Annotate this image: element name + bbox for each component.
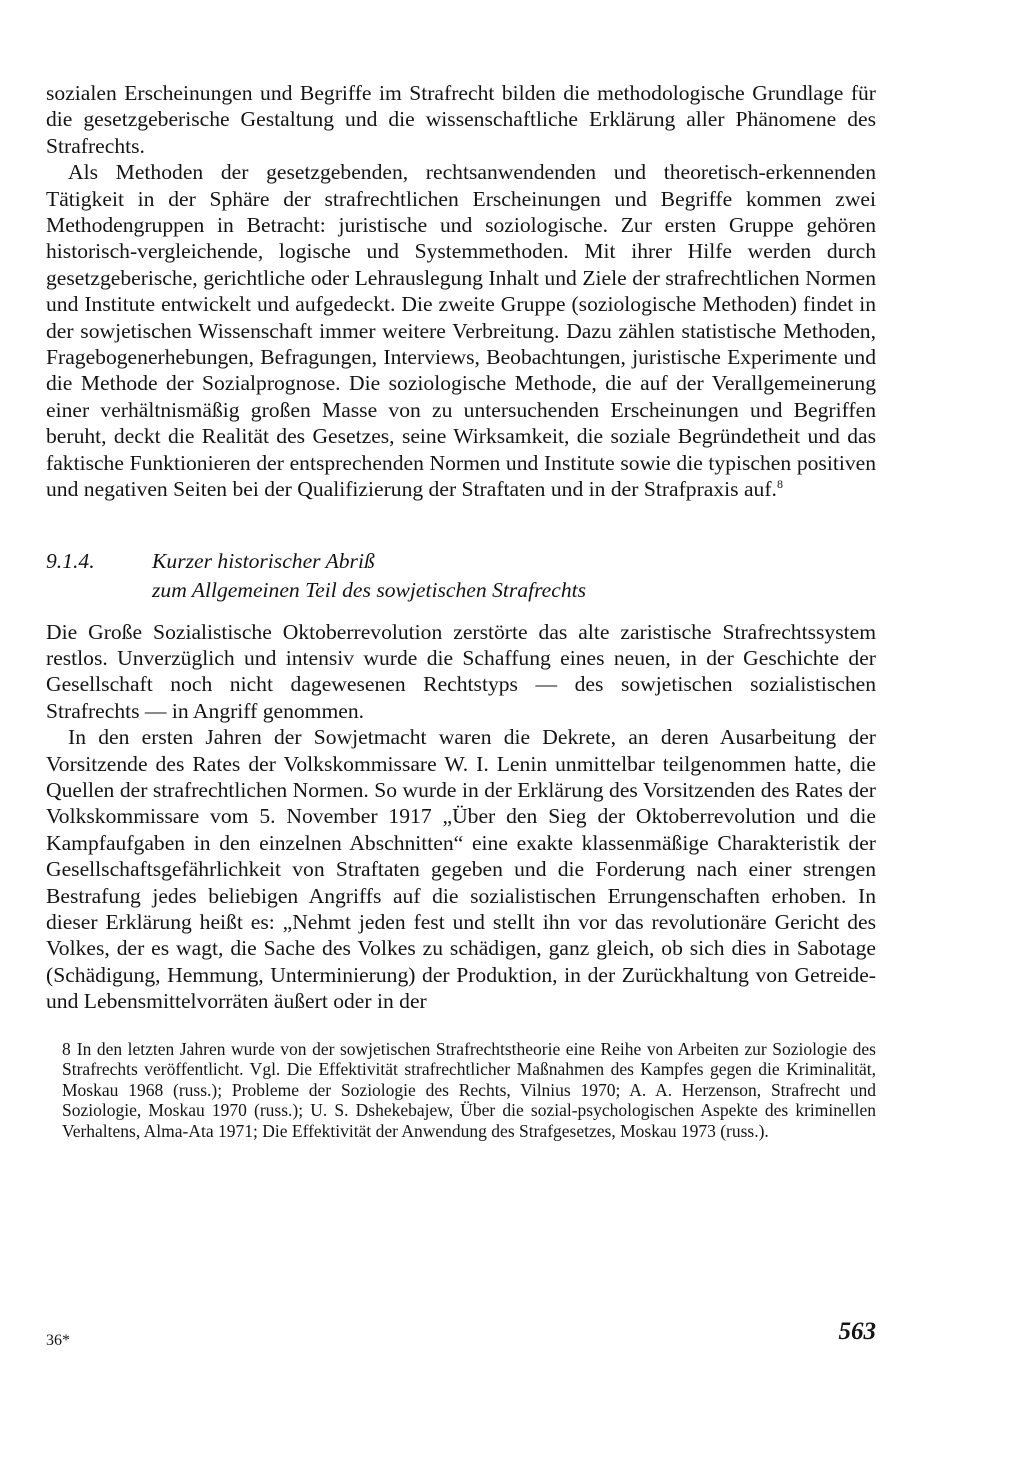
section-paragraph-2-text: In den ersten Jahren der Sowjetmacht waren die Dekrete, an deren Ausarbeitung der Vorsitzende des Rates der Volkskommissare W. I. Lenin unmittelbar teilgenommen hatte, die Quellen der strafrechtlichen Normen. So wurde in der Erklärung des Vorsitzenden des Rates der Volkskommissare vom 5. November 1917 „Über den Sieg der Oktoberrevolution und die Kampfaufgaben in den einzelnen Abschnitten“ eine exakte klassenmäßige Charakteristik der Gesellschaftsgefährlichkeit von Straftaten gegeben und die Forderung nach einer strengen Bestrafung jedes beliebigen Angriffs auf die sozialistischen Errungenschaften erhoben. In dieser Erklärung heißt es: „Nehmt jeden fest und stellt ihn vor das revolutionäre Gericht des Volkes, der es wagt, die Sache des Volkes zu schädigen, ganz gleich, ob sich dies in Sabotage (Schädigung, Hemmung, Unterminierung) der Produktion, in der Zurückhaltung von Getreide- und Lebensmittelvorräten äußert oder in der bbox=[46, 725, 876, 1014]
footnote-8 bbox=[62, 1039, 876, 1142]
footnotes bbox=[46, 1039, 876, 1142]
signature-mark: 36* bbox=[46, 1332, 70, 1349]
section-paragraph-1 bbox=[46, 619, 876, 725]
body-paragraph-2-text: Als Methoden der gesetzgebenden, rechtsanwendenden und theoretisch-erkennenden Tätigkeit in der Sphäre der strafrechtlichen Erscheinungen und Begriffe kommen zwei Methodengruppen in Betracht: juristische und soziologische. Zur ersten Gruppe gehören historisch-vergleichende, logische und Systemmethoden. Mit ihrer Hilfe werden durch gesetzgeberische, gerichtliche oder Lehrauslegung Inhalt und Ziele der strafrechtlichen Normen und Institute entwickelt und aufgedeckt. Die zweite Gruppe (soziologische Methoden) findet in der sowjetischen Wissenschaft immer weitere Verbreitung. Dazu zählen statistische Methoden, Fragebogenerhebungen, Befragungen, Interviews, Beobachtungen, juristische Experimente und die Methode der Sozialprognose. Die soziologische Methode, die auf der Verallgemeinerung einer verhältnismäßig großen Masse von zu untersuchenden Erscheinungen und Begriffen beruht, deckt die Realität des Gesetzes, seine Wirksamkeit, die soziale Begründetheit und das faktische Funktionieren der entsprechenden Normen und Institute sowie die typischen positiven und negativen Seiten bei der Qualifizierung der Straftaten und in der Strafpraxis auf. bbox=[46, 160, 876, 502]
section-paragraph-1-text: Die Große Sozialistische Oktoberrevolution zerstörte das alte zaristische Strafrechtssystem restlos. Unverzüglich und intensiv wurde die Schaffung eines neuen, in der Geschichte der Gesellschaft noch nicht dagewesenen Rechtstyps — des sowjetischen sozialistischen Strafrechts — in Angriff genommen. bbox=[46, 619, 876, 723]
section-title-line-2: zum Allgemeinen Teil des sowjetischen Strafrechts bbox=[152, 577, 587, 602]
section-number: 9.1.4. bbox=[46, 548, 95, 573]
footnote-marker: 8 bbox=[62, 1038, 71, 1059]
page-content bbox=[46, 80, 876, 1142]
body-paragraph-2 bbox=[46, 159, 876, 502]
page-number: 563 bbox=[838, 1318, 876, 1345]
body-paragraph-1-text: sozialen Erscheinungen und Begriffe im Strafrecht bilden die methodologische Grundlage für die gesetzgeberische Gestaltung und die wissenschaftliche Erklärung aller Phänomene des Strafrechts. bbox=[46, 81, 876, 158]
page-footer bbox=[46, 1318, 876, 1358]
section-paragraph-2 bbox=[46, 724, 876, 1014]
section-title-line-1: Kurzer historischer Abriß bbox=[152, 548, 375, 573]
body-paragraph-1 bbox=[46, 80, 876, 159]
footnote-text: In den letzten Jahren wurde von der sowjetischen Strafrechtstheorie eine Reihe von Arbeiten zur Soziologie des Strafrechts veröffentlicht. Vgl. Die Effektivität strafrechtlicher Maßnahmen des Kampfes gegen die Kriminalität, Moskau 1968 (russ.); Probleme der Soziologie des Rechts, Vilnius 1970; A. A. Herzenson, Strafrecht und Soziologie, Moskau 1970 (russ.); U. S. Dshekebajew, Über die sozial-psychologischen Aspekte des kriminellen Verhaltens, Alma-Ata 1971; Die Effektivität der Anwendung des Strafgesetzes, Moskau 1973 (russ.). bbox=[62, 1038, 876, 1141]
section-title bbox=[152, 547, 876, 605]
section-heading bbox=[46, 547, 876, 605]
footnote-reference[interactable]: 8 bbox=[776, 476, 783, 491]
